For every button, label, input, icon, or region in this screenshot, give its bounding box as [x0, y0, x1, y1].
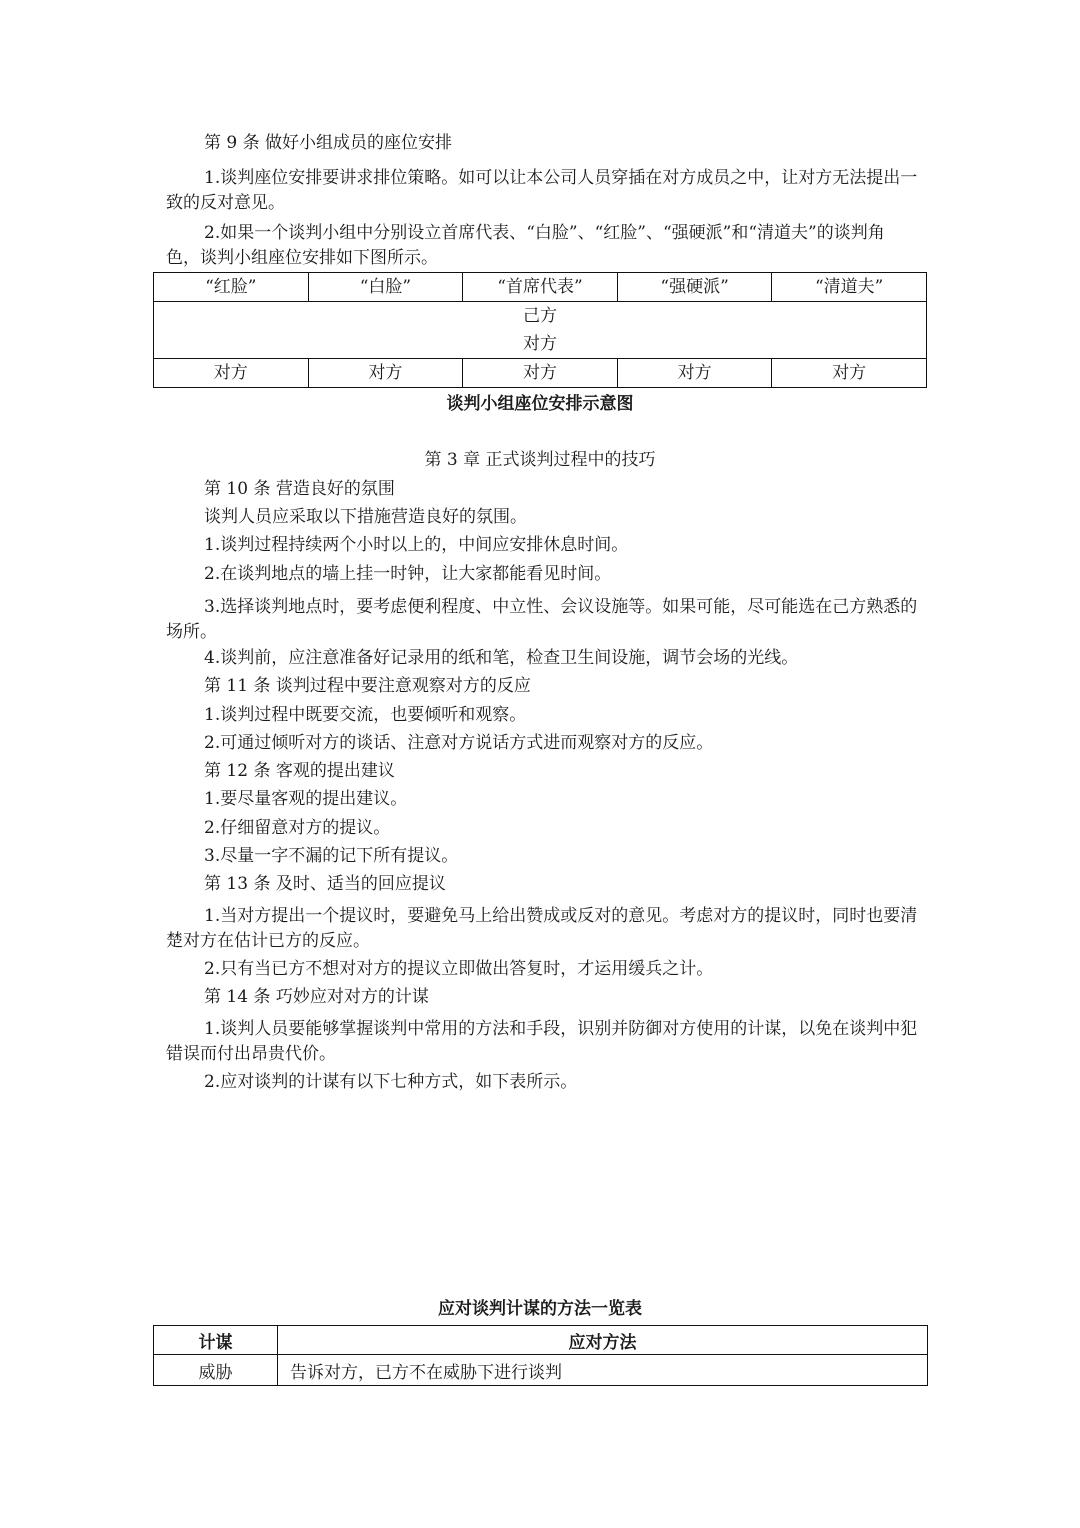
- table-row: [154, 302, 927, 359]
- article-11-item-1: 1.谈判过程中既要交流，也要倾听和观察。: [204, 705, 527, 725]
- opponent-seat-cell: 对方: [772, 359, 927, 388]
- article-9-paragraph-2: 2.如果一个谈判小组中分别设立首席代表、“白脸”、“红脸”、“强硬派”和“清道夫”的谈判角色，谈判小组座位安排如下图所示。: [166, 223, 885, 268]
- article-10-item-3: 3.选择谈判地点时，要考虑便利程度、中立性、会议设施等。如果可能，尽可能选在己方熟悉的场所。: [166, 597, 918, 642]
- role-cell-chief-representative: “首席代表”: [463, 273, 618, 302]
- article-10-item-4: 4.谈判前，应注意准备好记录用的纸和笔，检查卫生间设施，调节会场的光线。: [204, 648, 799, 668]
- article-10-item-2: 2.在谈判地点的墙上挂一时钟，让大家都能看见时间。: [204, 564, 612, 584]
- article-12-title: 第 12 条 客观的提出建议: [204, 761, 395, 781]
- opponent-seat-cell: 对方: [617, 359, 772, 388]
- chapter-3-title: 第 3 章 正式谈判过程中的技巧: [424, 450, 656, 470]
- seat-table-caption: 谈判小组座位安排示意图: [446, 394, 634, 414]
- article-11-title: 第 11 条 谈判过程中要注意观察对方的反应: [204, 676, 531, 696]
- role-cell-red-face: “红脸”: [154, 273, 309, 302]
- article-10-item-1: 1.谈判过程持续两个小时以上的，中间应安排休息时间。: [204, 535, 629, 555]
- article-9-title: 第 9 条 做好小组成员的座位安排: [204, 133, 453, 153]
- article-14-title: 第 14 条 巧妙应对对方的计谋: [204, 987, 429, 1007]
- tactic-table-caption: 应对谈判计谋的方法一览表: [438, 1299, 642, 1319]
- table-row: [154, 359, 927, 388]
- response-cell: 告诉对方，已方不在威胁下进行谈判: [278, 1355, 928, 1386]
- article-14-item-1: 1.谈判人员要能够掌握谈判中常用的方法和手段，识别并防御对方使用的计谋，以免在谈判中犯错误而付出昂贵代价。: [166, 1019, 918, 1064]
- header-tactic: 计谋: [154, 1326, 278, 1355]
- tactic-cell: 威胁: [154, 1355, 278, 1386]
- other-side-label: 对方: [523, 334, 557, 354]
- article-9-paragraph-1: 1.谈判座位安排要讲求排位策略。如可以让本公司人员穿插在对方成员之中，让对方无法提出一致的反对意见。: [166, 168, 918, 213]
- opponent-seat-cell: 对方: [463, 359, 618, 388]
- opponent-seat-cell: 对方: [154, 359, 309, 388]
- role-cell-sweeper: “清道夫”: [772, 273, 927, 302]
- role-cell-hardliner: “强硬派”: [617, 273, 772, 302]
- article-13-item-2: 2.只有当已方不想对对方的提议立即做出答复时，才运用缓兵之计。: [204, 959, 714, 979]
- tactic-response-table: [153, 1325, 928, 1386]
- table-header-row: [154, 1326, 928, 1355]
- table-divider-cell: [154, 302, 927, 359]
- article-10-intro: 谈判人员应采取以下措施营造良好的氛围。: [204, 507, 527, 527]
- article-14-item-2: 2.应对谈判的计谋有以下七种方式，如下表所示。: [204, 1072, 578, 1092]
- article-13-title: 第 13 条 及时、适当的回应提议: [204, 874, 446, 894]
- article-12-item-1: 1.要尽量客观的提出建议。: [204, 789, 408, 809]
- own-side-label: 己方: [523, 306, 557, 326]
- header-response-method: 应对方法: [278, 1326, 928, 1355]
- article-13-item-1: 1.当对方提出一个提议时，要避免马上给出赞成或反对的意见。考虑对方的提议时，同时也要清楚对方在估计已方的反应。: [166, 906, 918, 951]
- opponent-seat-cell: 对方: [308, 359, 463, 388]
- seat-arrangement-table: [153, 272, 927, 388]
- article-12-item-2: 2.仔细留意对方的提议。: [204, 818, 391, 838]
- table-row: [154, 273, 927, 302]
- role-cell-white-face: “白脸”: [308, 273, 463, 302]
- table-row: [154, 1355, 928, 1386]
- article-10-title: 第 10 条 营造良好的氛围: [204, 479, 395, 499]
- article-12-item-3: 3.尽量一字不漏的记下所有提议。: [204, 846, 459, 866]
- article-11-item-2: 2.可通过倾听对方的谈话、注意对方说话方式进而观察对方的反应。: [204, 733, 714, 753]
